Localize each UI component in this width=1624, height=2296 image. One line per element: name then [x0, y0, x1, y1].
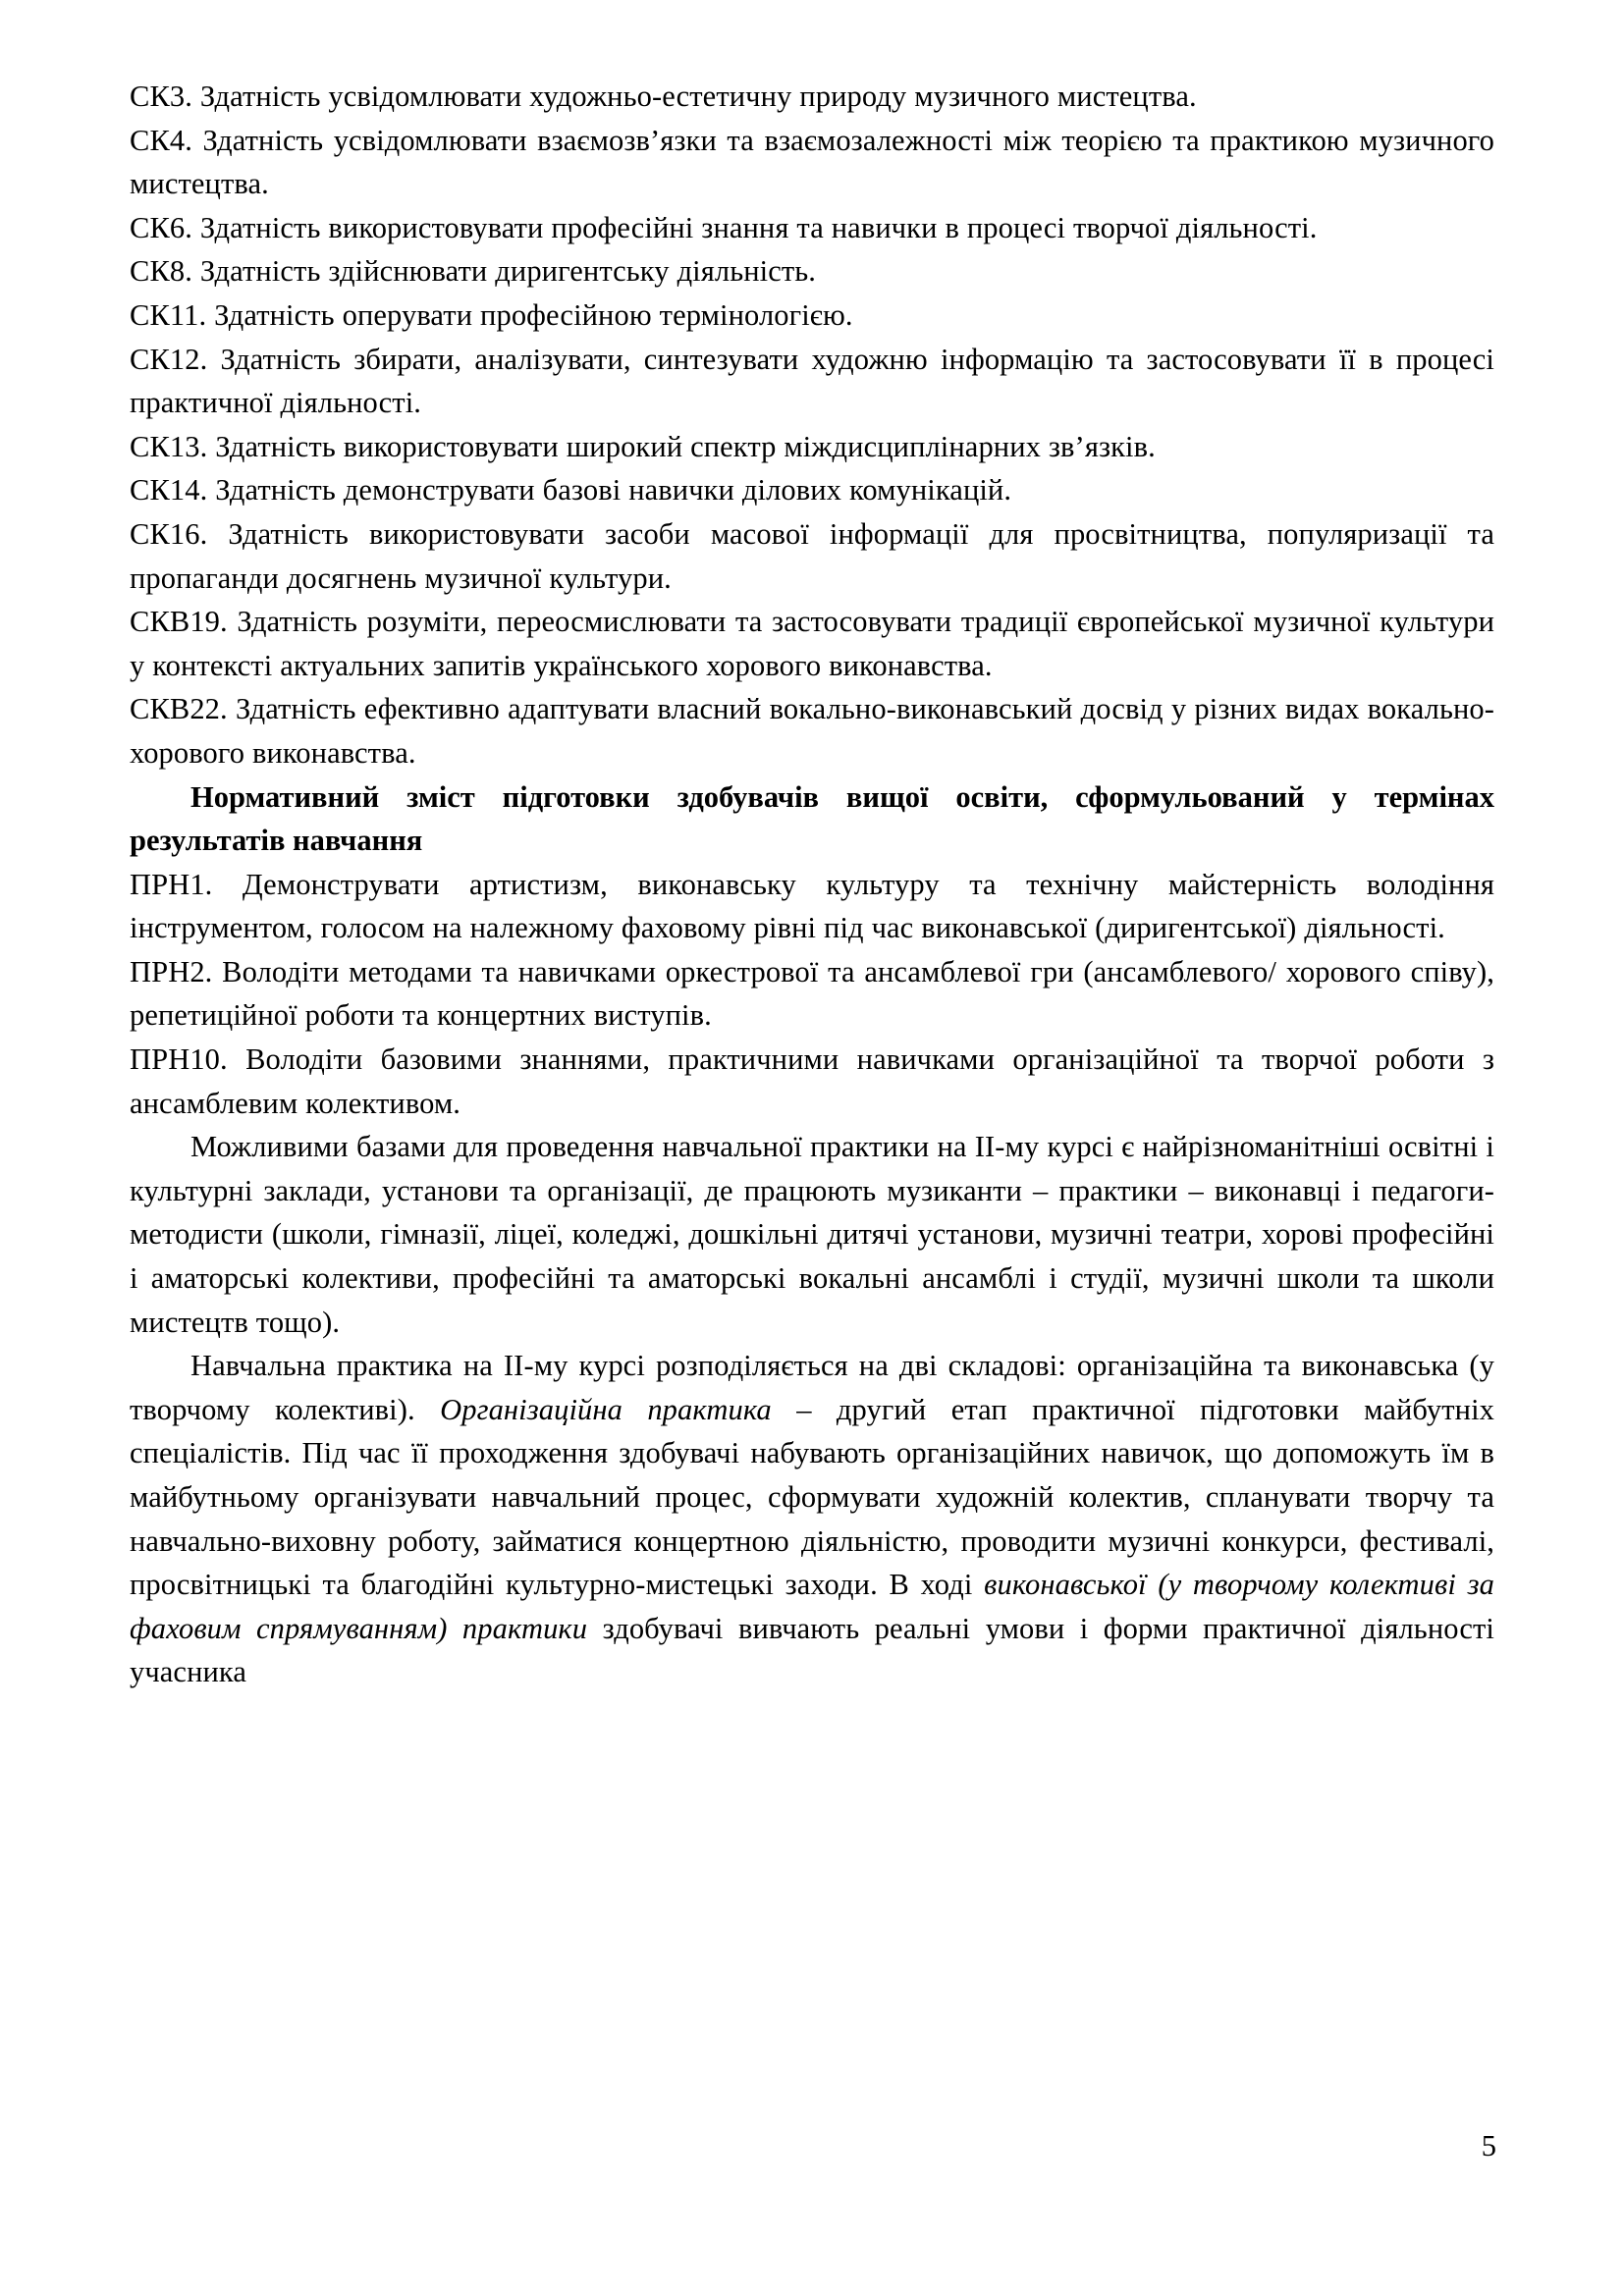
- competency-sk14: СК14. Здатність демонструвати базові навички ділових комунікацій.: [130, 473, 1012, 507]
- paragraph-practice-bases: Можливими базами для проведення навчальної практики на ІІ-му курсі є найрізноманітніші освітні і культурні заклади, установи та організації, де працюють музиканти – практики – виконавці і педагоги-методисти (школи, гімназії, ліцеї, коледжі, дошкільні дитячі установи, музичні театри, хорові професійні і аматорські колективи, професійні та аматорські вокальні ансамблі і студії, музичні школи та школи мистецтв тощо).: [130, 1130, 1494, 1339]
- page-number: 5: [1481, 2129, 1496, 2163]
- competency-sk8: СК8. Здатність здійснювати диригентську діяльність.: [130, 254, 817, 289]
- competency-sk6: СК6. Здатність використовувати професійні знання та навички в процесі творчої діяльності.: [130, 210, 1318, 244]
- section-heading: Нормативний зміст підготовки здобувачів вищої освіти, сформульований у термінах результатів навчання: [130, 779, 1494, 858]
- competency-skv22: СКВ22. Здатність ефективно адаптувати власний вокально-виконавський досвід у різних видах вокально-хорового виконавства.: [130, 692, 1494, 770]
- outcome-prn10: ПРН10. Володіти базовими знаннями, практичними навичками організаційної та творчої роботи з ансамблевим колективом.: [130, 1042, 1494, 1120]
- outcome-prn1: ПРН1. Демонструвати артистизм, виконавську культуру та технічну майстерність володіння інструментом, голосом на належному фаховому рівні під час виконавської (диригентської) діяльності.: [130, 867, 1494, 945]
- page-body: [130, 75, 1494, 1694]
- competency-sk11: СК11. Здатність оперувати професійною термінологією.: [130, 297, 853, 332]
- competency-sk16: СК16. Здатність використовувати засоби масової інформації для просвітництва, популяризації та пропаганди досягнень музичної культури.: [130, 516, 1494, 595]
- paragraph-practice-components: [130, 1344, 1494, 1694]
- run-normal-2: – другий етап практичної підготовки майбутніх спеціалістів. Під час її проходження здобувачі набувають організаційних навичок, що допоможуть їм в майбутньому організувати навчальний процес, сформувати художній колектив, спланувати творчу та навчально-виховну роботу, займатися концертною діяльністю, проводити музичні конкурси, фестивалі, просвітницькі та благодійні культурно-мистецькі заходи. В ході: [130, 1392, 1494, 1602]
- competency-sk13: СК13. Здатність використовувати широкий спектр міждисциплінарних зв’язків.: [130, 429, 1156, 463]
- run-italic-performance-practice: виконавської (у творчому колективі за фаховим спрямуванням) практики: [130, 1568, 1494, 1645]
- competency-sk3: СК3. Здатність усвідомлювати художньо-естетичну природу музичного мистецтва.: [130, 80, 1197, 113]
- run-normal-3: здобувачі вивчають реальні умови і форми практичної діяльності учасника: [130, 1611, 1494, 1689]
- outcome-prn2: ПРН2. Володіти методами та навичками оркестрової та ансамблевої гри (ансамблевого/ хорового співу), репетиційної роботи та концертних виступів.: [130, 954, 1494, 1033]
- run-normal-1: Навчальна практика на ІІ-му курсі розподіляється на дві складові: організаційна та виконавська (у творчому колективі).: [130, 1349, 1494, 1426]
- competency-skv19: СКВ19. Здатність розуміти, переосмислювати та застосовувати традиції європейської музичної культури у контексті актуальних запитів українського хорового виконавства.: [130, 605, 1494, 682]
- competency-sk4: СК4. Здатність усвідомлювати взаємозв’язки та взаємозалежності між теорією та практикою музичного мистецтва.: [130, 123, 1494, 201]
- run-italic-organizational-practice: Організаційна практика: [440, 1392, 772, 1426]
- competency-sk12: СК12. Здатність збирати, аналізувати, синтезувати художню інформацію та застосовувати її в процесі практичної діяльності.: [130, 342, 1494, 420]
